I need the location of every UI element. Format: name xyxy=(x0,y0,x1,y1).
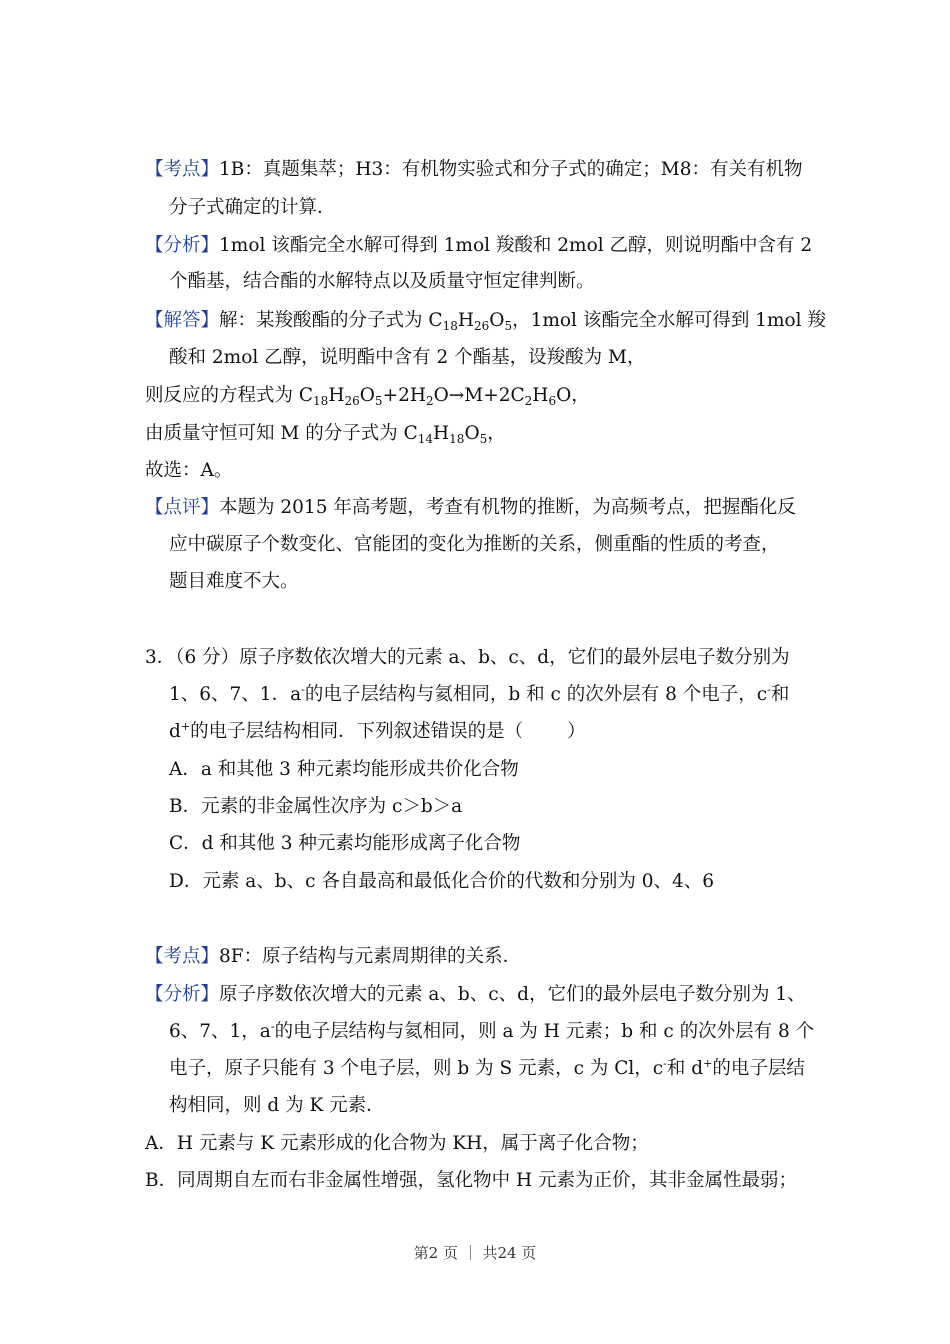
superscript: - xyxy=(767,683,771,696)
superscript: - xyxy=(301,683,305,696)
subscript: 18 xyxy=(442,319,458,333)
fenxi-tag: 【分析】 xyxy=(145,984,220,1005)
answer-line: 故选：A。 xyxy=(145,460,233,481)
jieda-text-a: 解：某羧酸酯的分子式为 C xyxy=(219,310,443,331)
question-3-line-2 xyxy=(169,683,789,707)
m-text-c: O xyxy=(464,423,480,444)
dianping-line-2: 应中碳原子个数变化、官能团的变化为推断的关系，侧重酯的性质的考查， xyxy=(169,534,780,555)
subscript: 18 xyxy=(313,394,329,408)
dianping-line-3: 题目难度不大。 xyxy=(169,571,299,592)
kaodian-2-line-1 xyxy=(145,945,521,969)
option-b: B．元素的非金属性次序为 c＞b＞a xyxy=(169,796,463,817)
kaodian-tag: 【考点】 xyxy=(145,946,220,967)
fenxi-text: 1mol 该酯完全水解可得到 1mol 羧酸和 2mol 乙醇，则说明酯中含有 2 xyxy=(219,235,813,256)
fenxi2-text-b: 的电子层结构与氦相同，则 a 为 H 元素；b 和 c 的次外层有 8 个 xyxy=(274,1021,815,1042)
eq-text-d: +2H xyxy=(382,385,426,406)
eq-text-b: H xyxy=(328,385,345,406)
option-d: D．元素 a、b、c 各自最高和最低化合价的代数和分别为 0、4、6 xyxy=(169,871,715,892)
q3-text-d: d xyxy=(169,721,181,742)
superscript: - xyxy=(663,1057,667,1070)
eq-text-f: H xyxy=(532,385,549,406)
eq-text-a: 则反应的方程式为 C xyxy=(145,385,314,406)
fenxi-line-1 xyxy=(145,234,812,258)
subscript: 14 xyxy=(417,432,434,446)
dianping-line-1 xyxy=(145,496,796,520)
eq-text-e: O→M+2C xyxy=(433,385,525,406)
kaodian-text: 8F：原子结构与元素周期律的关系． xyxy=(219,946,522,967)
q3-text-e: 的电子层结构相同．下列叙述错误的是（ xyxy=(190,721,524,742)
m-text-b: H xyxy=(433,423,450,444)
fenxi-2-line-2 xyxy=(169,1020,814,1044)
superscript: + xyxy=(180,720,191,733)
explain-b-line: B．同周期自左而右非金属性增强，氢化物中 H 元素为正价，其非金属性最弱； xyxy=(145,1170,797,1191)
q3-text-b: 的电子层结构与氦相同，b 和 c 的次外层有 8 个电子，c xyxy=(304,684,768,705)
superscript: - xyxy=(270,1020,275,1033)
jieda-text-b: H xyxy=(457,310,474,331)
superscript: + xyxy=(703,1057,713,1070)
fenxi2-text-c: 电子，原子只能有 3 个电子层，则 b 为 S 元素，c 为 Cl，c xyxy=(169,1058,664,1079)
question-3-line-1: 3．（6 分）原子序数依次增大的元素 a、b、c、d，它们的最外层电子数分别为 xyxy=(145,647,790,668)
subscript: 2 xyxy=(425,394,434,408)
subscript: 26 xyxy=(473,319,490,333)
m-text-a: 由质量守恒可知 M 的分子式为 C xyxy=(145,423,418,444)
jieda-line-1 xyxy=(145,309,826,333)
subscript: 6 xyxy=(548,394,557,408)
fenxi-tag: 【分析】 xyxy=(145,235,220,256)
fenxi-line-2: 个酯基，结合酯的水解特点以及质量守恒定律判断。 xyxy=(169,271,595,292)
fenxi2-text-e: 的电子层结 xyxy=(712,1058,805,1079)
m-text-d: ， xyxy=(487,423,506,444)
fenxi2-text-a: 6、7、1，a xyxy=(169,1021,271,1042)
page-footer: 第2 页 ｜ 共24 页 xyxy=(413,1244,537,1262)
jieda-text-c: O xyxy=(489,310,505,331)
explain-a-line: A．H 元素与 K 元素形成的化合物为 KH，属于离子化合物； xyxy=(145,1133,649,1154)
fenxi-2-line-1 xyxy=(145,983,806,1007)
fenxi-text: 原子序数依次增大的元素 a、b、c、d，它们的最外层电子数分别为 1、 xyxy=(219,984,806,1005)
kaodian-line-1 xyxy=(145,158,803,182)
equation-line xyxy=(145,384,590,408)
kaodian-text: 1B：真题集萃；H3：有机物实验式和分子式的确定；M8：有关有机物 xyxy=(219,159,803,180)
subscript: 18 xyxy=(449,432,465,446)
q3-text-f: ） xyxy=(567,721,586,742)
fenxi-2-line-4: 构相同，则 d 为 K 元素． xyxy=(169,1095,385,1116)
kaodian-tag: 【考点】 xyxy=(145,159,220,180)
eq-text-g: O， xyxy=(556,385,590,406)
subscript: 5 xyxy=(479,432,488,446)
kaodian-line-2: 分子式确定的计算． xyxy=(169,197,336,218)
fenxi2-text-d: 和 d xyxy=(666,1058,704,1079)
eq-text-c: O xyxy=(359,385,375,406)
jieda-line-2: 酸和 2mol 乙醇，说明酯中含有 2 个酯基，设羧酸为 M， xyxy=(169,347,646,368)
fenxi-2-line-3 xyxy=(169,1057,805,1081)
subscript: 26 xyxy=(344,394,360,408)
q3-text-c: 和 xyxy=(770,684,790,705)
option-a: A．a 和其他 3 种元素均能形成共价化合物 xyxy=(169,759,519,780)
subscript: 5 xyxy=(504,319,513,333)
question-3-line-3 xyxy=(169,720,586,744)
jieda-tag: 【解答】 xyxy=(145,310,220,331)
jieda-text-d: ，1mol 该酯完全水解可得到 1mol 羧 xyxy=(512,310,826,331)
subscript: 2 xyxy=(524,394,533,408)
option-c: C．d 和其他 3 种元素均能形成离子化合物 xyxy=(169,833,521,854)
dianping-tag: 【点评】 xyxy=(145,497,220,518)
q3-text-a: 1、6、7、1．a xyxy=(169,684,302,705)
dianping-text: 本题为 2015 年高考题，考查有机物的推断，为高频考点，把握酯化反 xyxy=(219,497,796,518)
m-formula-line xyxy=(145,422,506,446)
subscript: 5 xyxy=(374,394,383,408)
